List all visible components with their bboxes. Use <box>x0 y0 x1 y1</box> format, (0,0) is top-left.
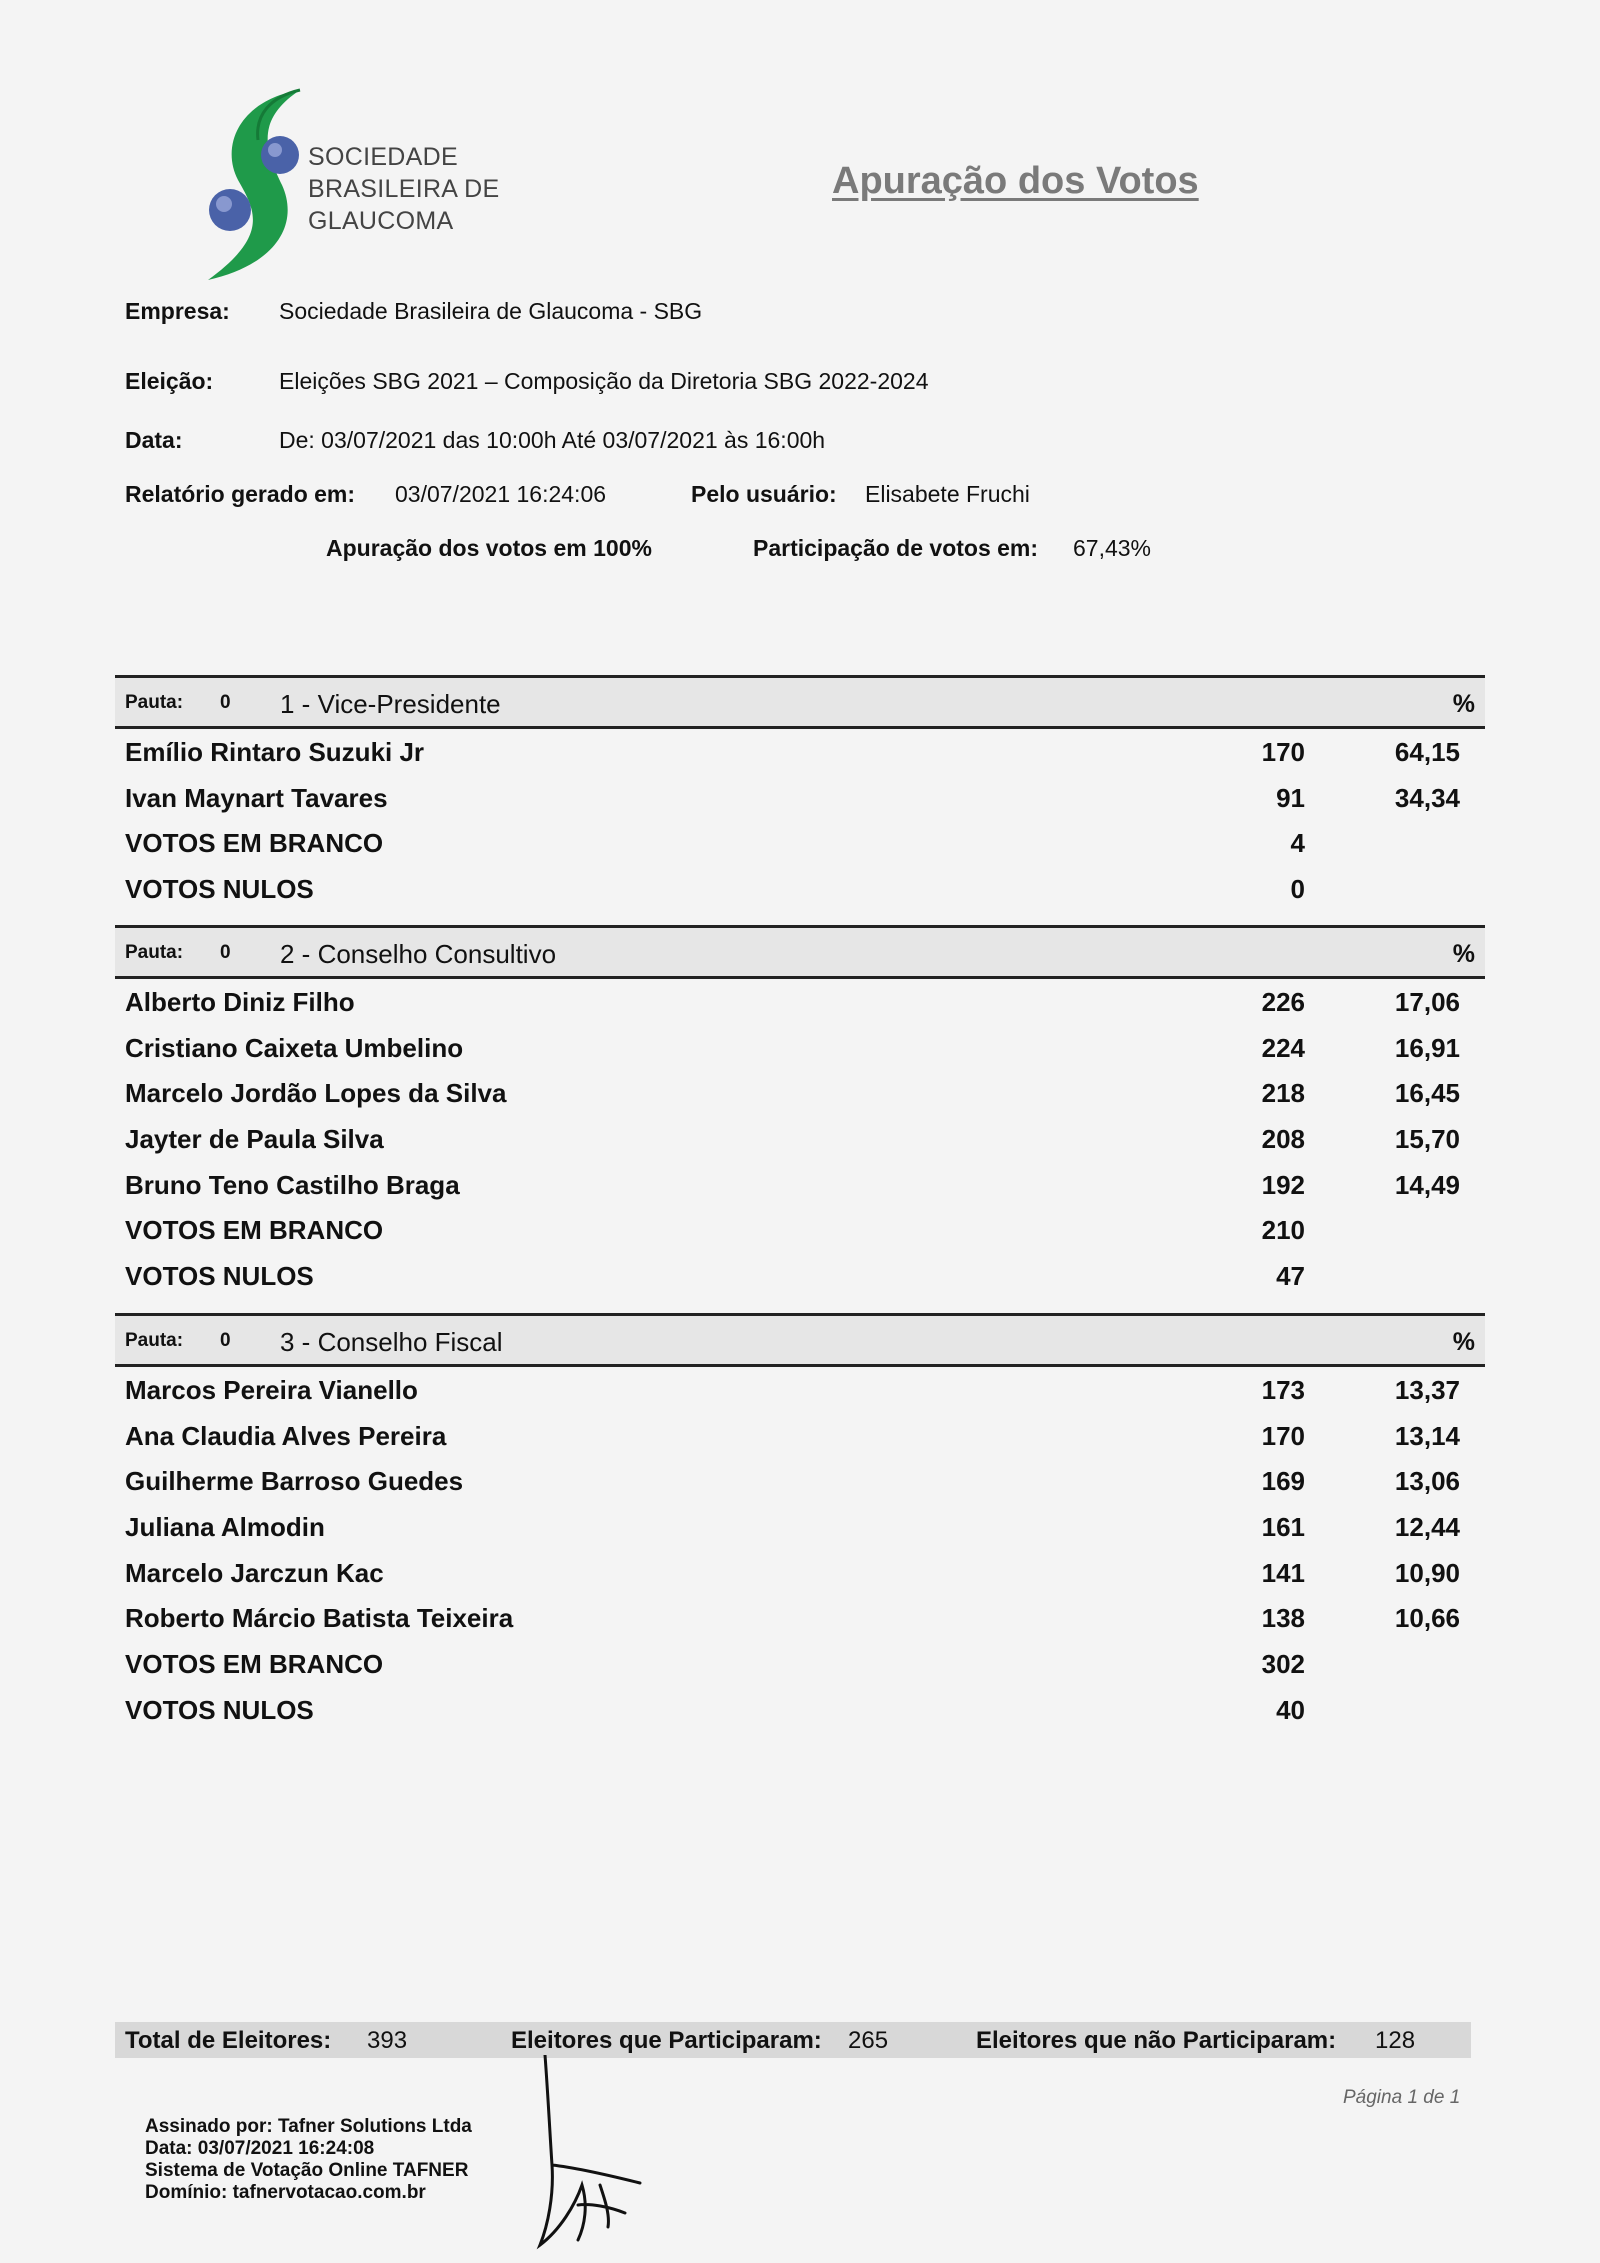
vote-percent: 15,70 <box>1394 1124 1460 1155</box>
pauta-label: Pauta: <box>125 692 184 713</box>
candidate-name: Jayter de Paula Silva <box>125 1124 384 1155</box>
candidate-name: Guilherme Barroso Guedes <box>125 1466 464 1497</box>
vote-percent: 17,06 <box>1394 987 1460 1017</box>
logo-line: SOCIEDADE <box>308 143 458 171</box>
sign-line: Sistema de Votação Online TAFNER <box>145 2160 469 2181</box>
percent-header: % <box>1452 940 1475 968</box>
pauta-value: 0 <box>220 1330 231 1351</box>
percent-header: % <box>1452 1328 1475 1356</box>
candidate-name: Marcelo Jarczun Kac <box>125 1557 384 1588</box>
candidate-name: Bruno Teno Castilho Braga <box>125 1169 460 1200</box>
vote-percent: 13,06 <box>1394 1466 1460 1497</box>
usuario-value: Elisabete Fruchi <box>865 481 1030 507</box>
table-row <box>115 1413 1485 1459</box>
section-header <box>115 925 1485 979</box>
vote-percent: 16,91 <box>1394 1032 1460 1063</box>
table-row <box>115 1687 1485 1733</box>
table-row <box>115 1025 1485 1071</box>
table-row <box>115 1207 1485 1253</box>
vote-count: 161 <box>1261 1512 1305 1543</box>
vote-count: 40 <box>1276 1694 1305 1725</box>
vote-percent: 10,66 <box>1394 1603 1460 1634</box>
vote-percent: 13,37 <box>1394 1375 1460 1405</box>
vote-count: 0 <box>1290 874 1305 905</box>
candidate-name: Ana Claudia Alves Pereira <box>125 1420 447 1451</box>
table-row <box>115 1116 1485 1162</box>
candidate-name: VOTOS NULOS <box>125 874 314 905</box>
candidate-name: Ivan Maynart Tavares <box>125 782 388 813</box>
table-row <box>115 979 1485 1025</box>
logo-text <box>308 141 499 237</box>
vote-percent: 64,15 <box>1394 737 1460 767</box>
table-row <box>115 1504 1485 1550</box>
data-value: De: 03/07/2021 das 10:00h Até 03/07/2021 às 16:00h <box>279 427 826 453</box>
vote-count: 226 <box>1261 987 1305 1017</box>
table-row <box>115 1595 1485 1641</box>
sign-line: Assinado por: Tafner Solutions Ltda <box>145 2116 472 2137</box>
section-header <box>115 1313 1485 1367</box>
vote-percent: 12,44 <box>1394 1512 1460 1543</box>
candidate-name: VOTOS NULOS <box>125 1694 314 1725</box>
vote-percent: 16,45 <box>1394 1078 1460 1109</box>
logo-swoosh-icon <box>200 85 320 285</box>
sbg-logo <box>200 85 500 285</box>
percent-header: % <box>1452 690 1475 718</box>
vote-count: 210 <box>1261 1215 1305 1246</box>
section-vice-presidente <box>115 675 1485 912</box>
vote-count: 218 <box>1261 1078 1305 1109</box>
table-row <box>115 1458 1485 1504</box>
usuario-label: Pelo usuário: <box>691 481 837 507</box>
vote-count: 224 <box>1261 1032 1305 1063</box>
vote-count: 192 <box>1261 1169 1305 1200</box>
pauta-label: Pauta: <box>125 1330 184 1351</box>
candidate-name: Roberto Márcio Batista Teixeira <box>125 1603 514 1634</box>
table-row <box>115 1070 1485 1116</box>
vote-count: 173 <box>1261 1375 1305 1405</box>
vote-percent: 14,49 <box>1394 1169 1460 1200</box>
vote-count: 169 <box>1261 1466 1305 1497</box>
candidate-name: VOTOS EM BRANCO <box>125 828 384 859</box>
candidate-name: VOTOS NULOS <box>125 1261 314 1292</box>
total-eleitores-label: Total de Eleitores: <box>125 2027 332 2054</box>
vote-count: 141 <box>1261 1557 1305 1588</box>
section-header <box>115 675 1485 729</box>
candidate-name: VOTOS EM BRANCO <box>125 1649 384 1680</box>
sign-line: Data: 03/07/2021 16:24:08 <box>145 2138 375 2159</box>
logo-line: BRASILEIRA DE <box>308 175 500 203</box>
relatorio-value: 03/07/2021 16:24:06 <box>395 481 607 507</box>
participacao-value: 67,43% <box>1073 535 1152 561</box>
table-row <box>115 1253 1485 1299</box>
vote-percent: 34,34 <box>1394 782 1460 813</box>
vote-count: 91 <box>1276 782 1305 813</box>
vote-percent: 13,14 <box>1394 1420 1460 1451</box>
document-title: Apuração dos Votos <box>832 160 1199 202</box>
nao-participaram-label: Eleitores que não Participaram: <box>976 2027 1337 2054</box>
table-row <box>115 1550 1485 1596</box>
table-row <box>115 866 1485 912</box>
handwritten-signature <box>530 2055 670 2250</box>
table-row <box>115 820 1485 866</box>
section-conselho-fiscal <box>115 1313 1485 1733</box>
vote-count: 302 <box>1261 1649 1305 1680</box>
pauta-label: Pauta: <box>125 942 184 963</box>
relatorio-label: Relatório gerado em: <box>125 481 356 507</box>
section-conselho-consultivo <box>115 925 1485 1299</box>
vote-count: 170 <box>1261 1420 1305 1451</box>
table-row <box>115 775 1485 821</box>
section-title: 2 - Conselho Consultivo <box>280 939 557 969</box>
vote-count: 47 <box>1276 1261 1305 1292</box>
participaram-value: 265 <box>848 2027 889 2054</box>
empresa-value: Sociedade Brasileira de Glaucoma - SBG <box>279 298 703 324</box>
vote-count: 208 <box>1261 1124 1305 1155</box>
eleicao-value: Eleições SBG 2021 – Composição da Diretoria SBG 2022-2024 <box>279 368 929 394</box>
logo-line: GLAUCOMA <box>308 207 454 235</box>
vote-percent: 10,90 <box>1394 1557 1460 1588</box>
candidate-name: Juliana Almodin <box>125 1512 325 1543</box>
participaram-label: Eleitores que Participaram: <box>511 2027 822 2054</box>
vote-count: 4 <box>1290 828 1305 859</box>
vote-count: 170 <box>1261 737 1305 767</box>
total-eleitores-value: 393 <box>367 2027 408 2054</box>
candidate-name: Cristiano Caixeta Umbelino <box>125 1032 464 1063</box>
candidate-name: Emílio Rintaro Suzuki Jr <box>125 737 425 767</box>
vote-count: 138 <box>1261 1603 1305 1634</box>
candidate-name: Alberto Diniz Filho <box>125 987 355 1017</box>
candidate-name: VOTOS EM BRANCO <box>125 1215 384 1246</box>
table-row <box>115 729 1485 775</box>
page-number: Página 1 de 1 <box>1343 2087 1461 2108</box>
pauta-value: 0 <box>220 692 231 713</box>
nao-participaram-value: 128 <box>1375 2027 1416 2054</box>
participacao-label: Participação de votos em: <box>753 535 1039 561</box>
empresa-label: Empresa: <box>125 298 230 324</box>
candidate-name: Marcos Pereira Vianello <box>125 1375 418 1405</box>
eleicao-label: Eleição: <box>125 368 214 394</box>
sign-line: Domínio: tafnervotacao.com.br <box>145 2182 426 2203</box>
table-row <box>115 1641 1485 1687</box>
section-title: 3 - Conselho Fiscal <box>280 1327 503 1357</box>
data-label: Data: <box>125 427 183 453</box>
candidate-name: Marcelo Jordão Lopes da Silva <box>125 1078 507 1109</box>
table-row <box>115 1162 1485 1208</box>
section-title: 1 - Vice-Presidente <box>280 689 501 719</box>
pauta-value: 0 <box>220 942 231 963</box>
totals-bar <box>115 2022 1471 2058</box>
table-row <box>115 1367 1485 1413</box>
signature-block <box>145 2116 472 2204</box>
apuracao-status: Apuração dos votos em 100% <box>326 535 652 561</box>
